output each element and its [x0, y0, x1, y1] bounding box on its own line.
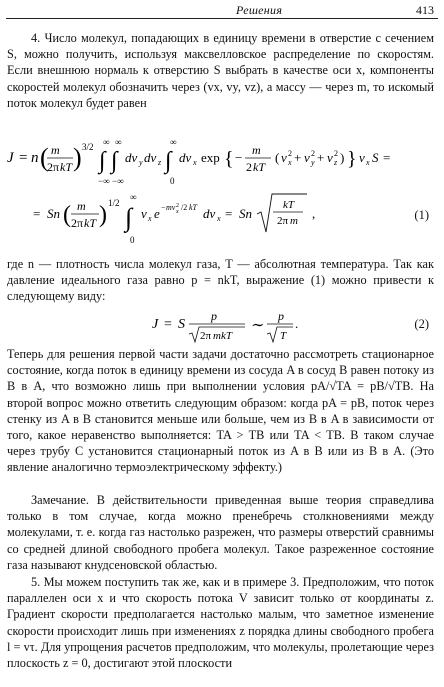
svg-text:∞: ∞ — [115, 137, 122, 147]
svg-text:−: − — [161, 203, 166, 212]
svg-text:+: + — [317, 150, 325, 165]
svg-text:z: z — [158, 158, 162, 167]
paragraph-remark: Замечание. В действительности приведенная выше теория справедлива только в том случае, когда можно пренебречь столкновениями между молекулами, т. е. когда газ настолько разрежен, что размеры отверстий сравнимы со средней длиной свободного пробега молекул. Такое разреженное состояние газа называют кнудсеновской областью. — [7, 493, 434, 572]
equation-2-graphic — [7, 306, 437, 346]
svg-text:(: ( — [40, 143, 49, 172]
svg-text:y: y — [139, 158, 143, 167]
svg-text:,: , — [312, 206, 316, 221]
svg-text:∫: ∫ — [111, 148, 118, 174]
svg-text:2π: 2π — [200, 330, 212, 342]
svg-text:): ) — [73, 143, 82, 172]
svg-text:S: S — [372, 150, 379, 165]
svg-text:J: J — [152, 317, 159, 332]
svg-text:=: = — [383, 150, 391, 165]
header-rule — [6, 18, 438, 19]
svg-text:=: = — [33, 206, 41, 221]
svg-text:−∞: −∞ — [112, 176, 124, 186]
svg-text:∞: ∞ — [130, 192, 137, 202]
svg-text:}: } — [347, 148, 357, 170]
svg-text:Sn: Sn — [239, 206, 252, 221]
svg-text:v: v — [327, 150, 333, 165]
svg-text:x: x — [176, 209, 179, 215]
equation-1-line-2-graphic — [7, 188, 437, 254]
page-number: 413 — [416, 3, 434, 17]
svg-text:v: v — [141, 206, 147, 221]
svg-text:Sn: Sn — [47, 206, 60, 221]
svg-text:z: z — [334, 158, 338, 167]
svg-text:=: = — [164, 317, 172, 332]
svg-text:J: J — [7, 150, 14, 166]
svg-text:1/2: 1/2 — [108, 198, 120, 208]
svg-text:y: y — [311, 158, 315, 167]
equation-1-line-1 — [7, 130, 437, 190]
svg-text:∫: ∫ — [99, 148, 106, 174]
svg-text:p: p — [211, 309, 217, 323]
svg-text:dv: dv — [144, 150, 157, 165]
svg-text:2: 2 — [334, 149, 338, 158]
svg-text:−: − — [235, 150, 243, 165]
svg-text:v: v — [304, 150, 310, 165]
svg-text:exp: exp — [201, 150, 220, 165]
svg-text:2π: 2π — [47, 160, 60, 174]
page-header — [0, 0, 444, 22]
svg-text:T: T — [280, 330, 287, 342]
equation-1-line-2 — [7, 188, 437, 254]
paragraph-stationary-state: Теперь для решения первой части задачи достаточно рассмотреть стационарное состояние, когда поток в единицу времени из сосуда A в сосуд B равен потоку из B в A, что возможно лишь при выполнении условия pA/√TA = pB/√TB. На второй вопрос можно ответить следующим образом: когда pA = pB, поток через стенку из A в B становится меньше или больше, чем из B в A в зависимости от того, какое неравенство выполняется: TA > TB или TA < TB. В таком случае через трубу C установится стационарный поток из A в B или из B в A. (Это явление аналогично термоэлектрическому эффекту.) — [7, 347, 434, 475]
svg-text:mkT: mkT — [213, 330, 232, 342]
svg-text:dv: dv — [125, 150, 138, 165]
svg-text:kT: kT — [283, 199, 294, 211]
svg-text:0: 0 — [130, 235, 135, 245]
svg-text:2π: 2π — [277, 215, 289, 227]
paragraph-notation: где n — плотность числа молекул газа, T — абсолютная температура. Так как давление идеального газа равно p = nkT, выражение (1) можно привести к следующему виду: — [7, 257, 434, 304]
equation-1-line-1-graphic — [7, 130, 437, 190]
svg-text:2: 2 — [311, 149, 315, 158]
svg-text:m: m — [51, 143, 60, 157]
svg-text:x: x — [217, 214, 221, 223]
svg-text:): ) — [99, 202, 107, 228]
svg-text:+: + — [294, 150, 302, 165]
svg-text:=: = — [225, 206, 233, 221]
svg-text:m: m — [290, 215, 298, 227]
equation-1-number: (1) — [414, 208, 429, 222]
svg-text:∞: ∞ — [103, 137, 110, 147]
svg-text:v: v — [359, 150, 365, 165]
svg-text:dv: dv — [179, 150, 192, 165]
svg-text:x: x — [288, 158, 292, 167]
svg-text:3/2: 3/2 — [82, 142, 94, 152]
svg-text:(: ( — [275, 150, 280, 165]
svg-text:x: x — [193, 158, 197, 167]
svg-text:e: e — [154, 206, 160, 221]
svg-text:=: = — [19, 150, 28, 166]
svg-text:/2: /2 — [181, 203, 188, 212]
svg-text:x: x — [366, 158, 370, 167]
svg-text:S: S — [178, 317, 185, 332]
svg-text:kT: kT — [253, 160, 265, 174]
equation-2 — [7, 306, 437, 346]
svg-text:m: m — [252, 143, 261, 157]
svg-text:v: v — [281, 150, 287, 165]
svg-text:{: { — [224, 148, 234, 170]
svg-text:∞: ∞ — [170, 137, 177, 147]
svg-text:kT: kT — [60, 160, 72, 174]
svg-text:2: 2 — [176, 203, 179, 209]
svg-text:∫: ∫ — [165, 148, 172, 174]
svg-text:∼: ∼ — [251, 317, 265, 334]
paragraph-problem-5: 5. Мы можем поступить так же, как и в примере 3. Предположим, что поток параллелен оси x и что скорость потока V зависит только от координаты z. Градиент скорости предполагается настолько малым, что заметное изменение скорости происходит лишь при изменениях z порядка длины свободного пробега l = vτ. Для упрощения расчетов предположим, что молекулы, пролетающие через плоскость z = 0, достигают этой плоскости — [7, 575, 434, 671]
running-title: Решения — [236, 3, 283, 17]
svg-text:mv: mv — [166, 203, 176, 212]
svg-text:): ) — [340, 150, 345, 165]
svg-text:∫: ∫ — [125, 203, 133, 232]
svg-text:2: 2 — [246, 160, 252, 174]
svg-text:x: x — [148, 214, 152, 223]
svg-text:2π: 2π — [71, 216, 84, 230]
svg-text:2: 2 — [288, 149, 292, 158]
svg-text:kT: kT — [84, 216, 96, 230]
svg-text:kT: kT — [189, 203, 197, 212]
svg-text:dv: dv — [203, 206, 216, 221]
svg-text:p: p — [278, 309, 284, 323]
equation-2-number: (2) — [414, 317, 429, 331]
paragraph-problem-4-intro: 4. Число молекул, попадающих в единицу времени в отверстие с сечением S, можно получить, используя максвелловское распределение по скоростям. Если внешнюю нормаль к отверстию S выбрать в качестве оси x, компоненты скоростей молекул обозначить через (vx, vy, vz), а массу — через m, то искомый поток молекул будет равен — [7, 31, 434, 110]
svg-text:(: ( — [63, 202, 71, 228]
svg-text:n: n — [31, 150, 39, 166]
svg-text:m: m — [77, 199, 86, 213]
svg-text:.: . — [295, 316, 299, 331]
svg-text:−∞: −∞ — [98, 176, 110, 186]
svg-text:0: 0 — [170, 176, 175, 186]
